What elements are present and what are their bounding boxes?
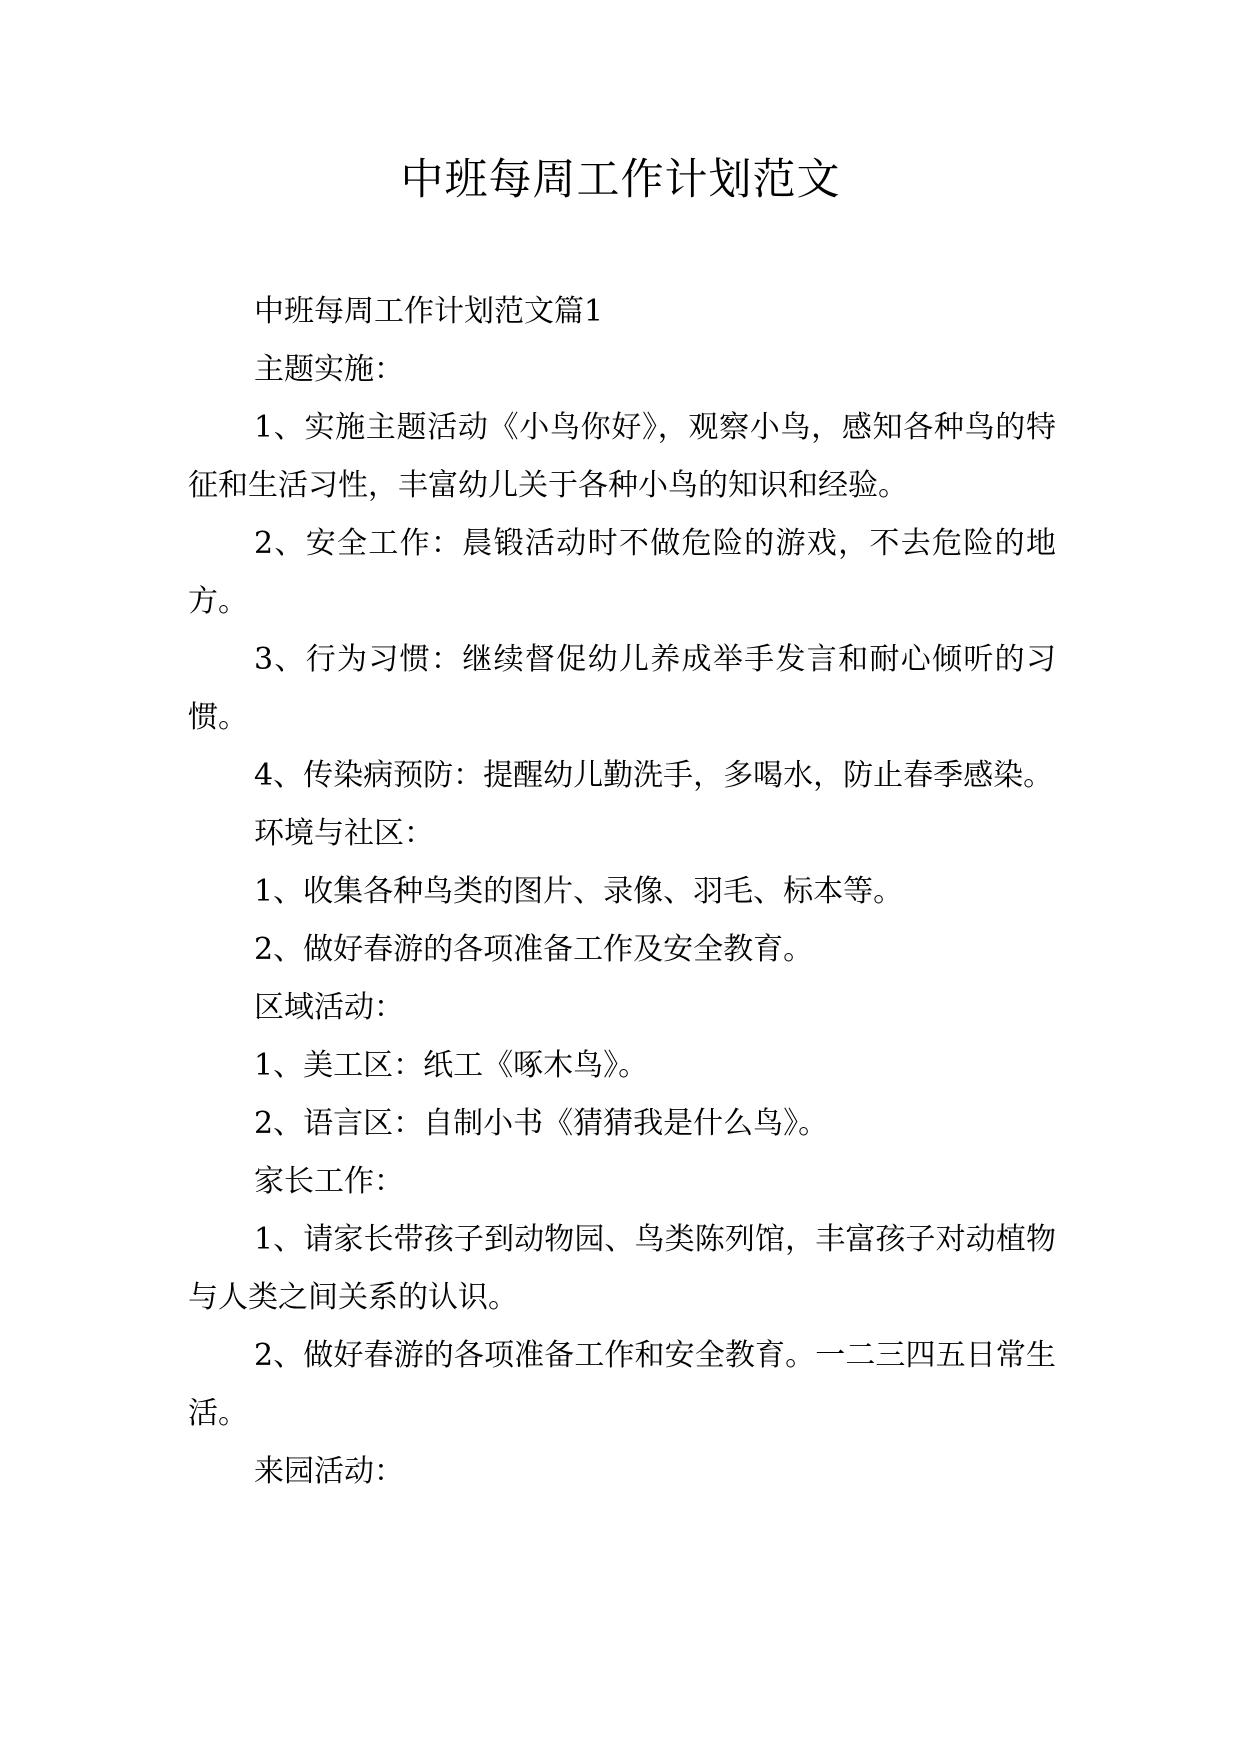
paragraph: 4、传染病预防：提醒幼儿勤洗手，多喝水，防止春季感染。 <box>254 758 1054 793</box>
subheading: 区域活动： <box>254 990 404 1025</box>
paragraph: 3、行为习惯：继续督促幼儿养成举手发言和耐心倾听的习惯。 <box>188 642 1056 735</box>
paragraph: 1、实施主题活动《小鸟你好》，观察小鸟，感知各种鸟的特征和生活习性，丰富幼儿关于各种小鸟的知识和经验。 <box>188 410 1056 503</box>
document-title: 中班每周工作计划范文 <box>400 155 841 205</box>
document-body <box>188 283 1056 1501</box>
paragraph: 2、做好春游的各项准备工作及安全教育。 <box>254 932 814 967</box>
paragraph: 1、收集各种鸟类的图片、录像、羽毛、标本等。 <box>254 874 904 909</box>
subheading: 主题实施： <box>254 352 404 387</box>
paragraph: 1、美工区：纸工《啄木鸟》。 <box>254 1048 649 1083</box>
paragraph: 2、安全工作：晨锻活动时不做危险的游戏，不去危险的地方。 <box>188 526 1056 619</box>
paragraph: 2、语言区：自制小书《猜猜我是什么鸟》。 <box>254 1106 829 1141</box>
paragraph: 2、做好春游的各项准备工作和安全教育。一二三四五日常生活。 <box>188 1338 1056 1431</box>
paragraph: 1、请家长带孩子到动物园、鸟类陈列馆，丰富孩子对动植物与人类之间关系的认识。 <box>188 1222 1056 1315</box>
section-heading: 中班每周工作计划范文篇1 <box>254 294 604 329</box>
subheading: 来园活动： <box>254 1454 404 1489</box>
subheading: 环境与社区： <box>254 816 434 851</box>
subheading: 家长工作： <box>254 1164 404 1199</box>
